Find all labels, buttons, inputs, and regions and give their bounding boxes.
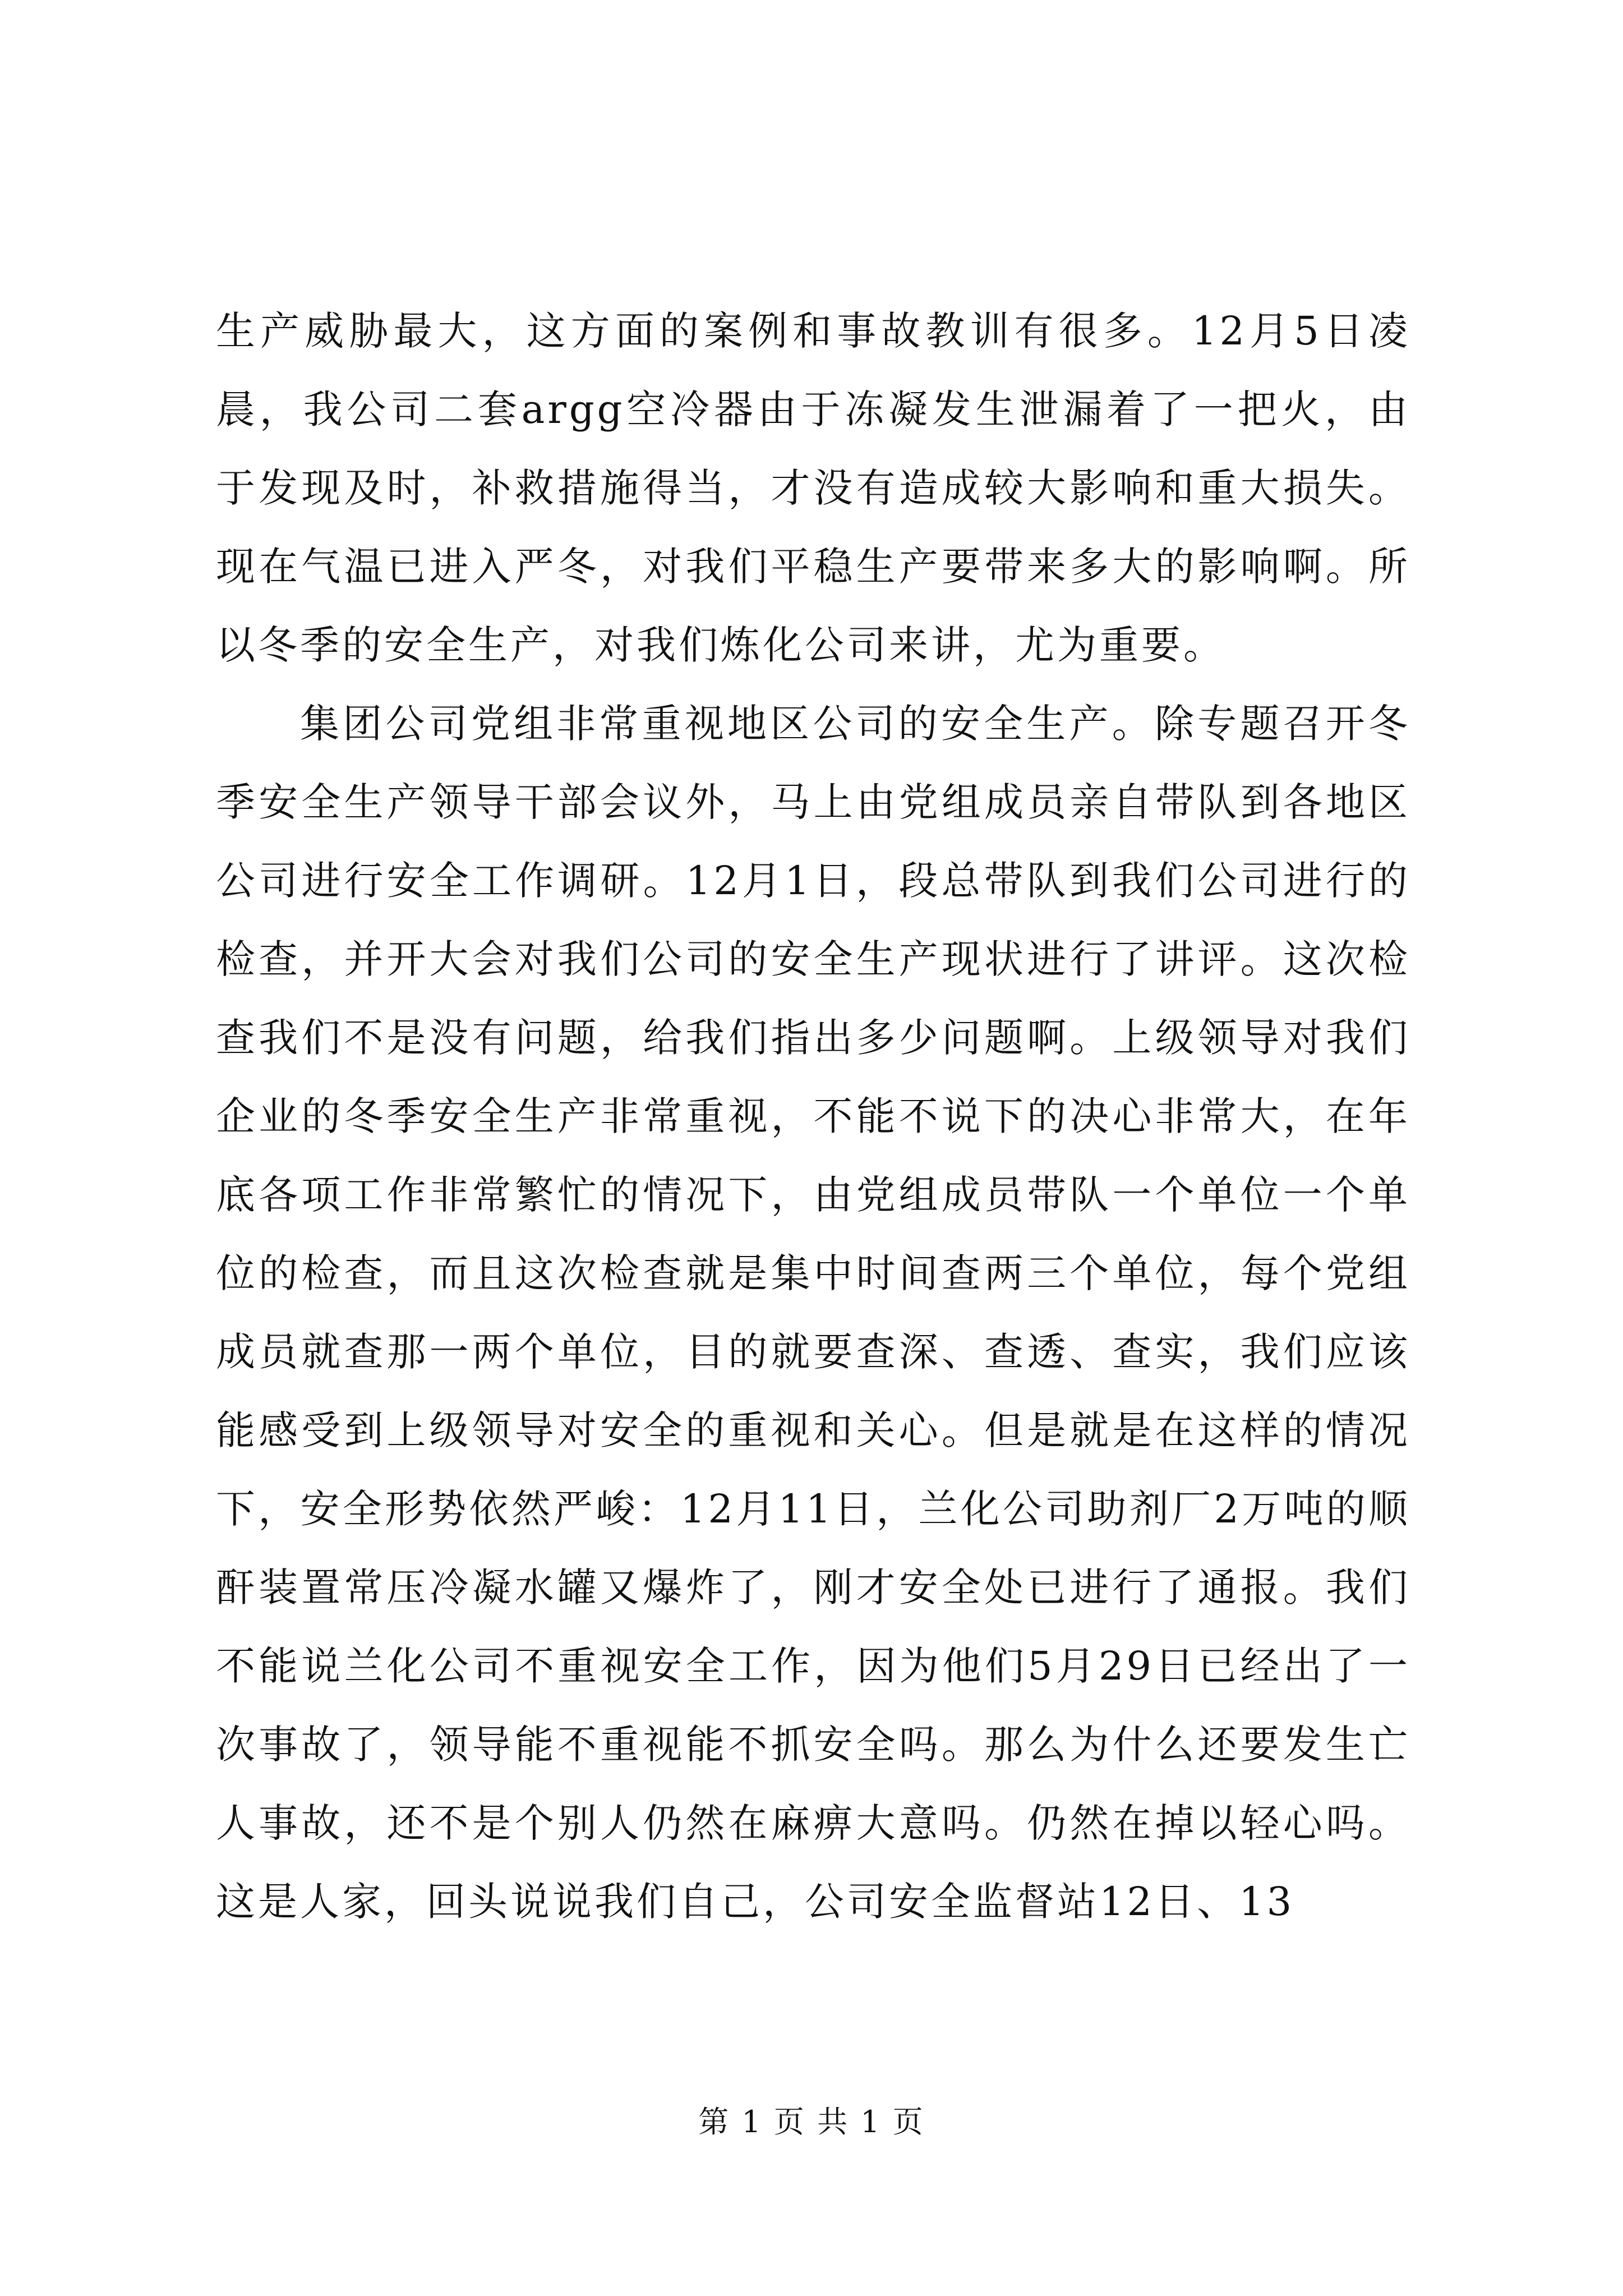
page-footer: 第 1 页 共 1 页 — [698, 2104, 925, 2139]
paragraph-1: 生产威胁最大，这方面的案例和事故教训有很多。12月5日凌晨，我公司二套argg空冷器由于冻凝发生泄漏着了一把火，由于发现及时，补救措施得当，才没有造成较大影响和重大损失。现在气温已进入严冬，对我们平稳生产要带来多大的影响啊。所以冬季的安全生产，对我们炼化公司来讲，尤为重要。 — [216, 308, 1410, 668]
paragraph-2: 集团公司党组非常重视地区公司的安全生产。除专题召开冬季安全生产领导干部会议外，马上由党组成员亲自带队到各地区公司进行安全工作调研。12月1日，段总带队到我们公司进行的检查，并开大会对我们公司的安全生产现状进行了讲评。这次检查我们不是没有问题，给我们指出多少问题啊。上级领导对我们企业的冬季安全生产非常重视，不能不说下的决心非常大，在年底各项工作非常繁忙的情况下，由党组成员带队一个单位一个单位的检查，而且这次检查就是集中时间查两三个单位，每个党组成员就查那一两个单位，目的就要查深、查透、查实，我们应该能感受到上级领导对安全的重视和关心。但是就是在这样的情况下，安全形势依然严峻：12月11日，兰化公司助剂厂2万吨的顺酐装置常压冷凝水罐又爆炸了，刚才安全处已进行了通报。我们不能说兰化公司不重视安全工作，因为他们5月29日已经出了一次事故了，领导能不重视能不抓安全吗。那么为什么还要发生亡人事故，还不是个别人仍然在麻痹大意吗。仍然在掉以轻心吗。这是人家，回头说说我们自己，公司安全监督站12日、13 — [216, 701, 1410, 1925]
document-body — [216, 292, 1410, 1941]
